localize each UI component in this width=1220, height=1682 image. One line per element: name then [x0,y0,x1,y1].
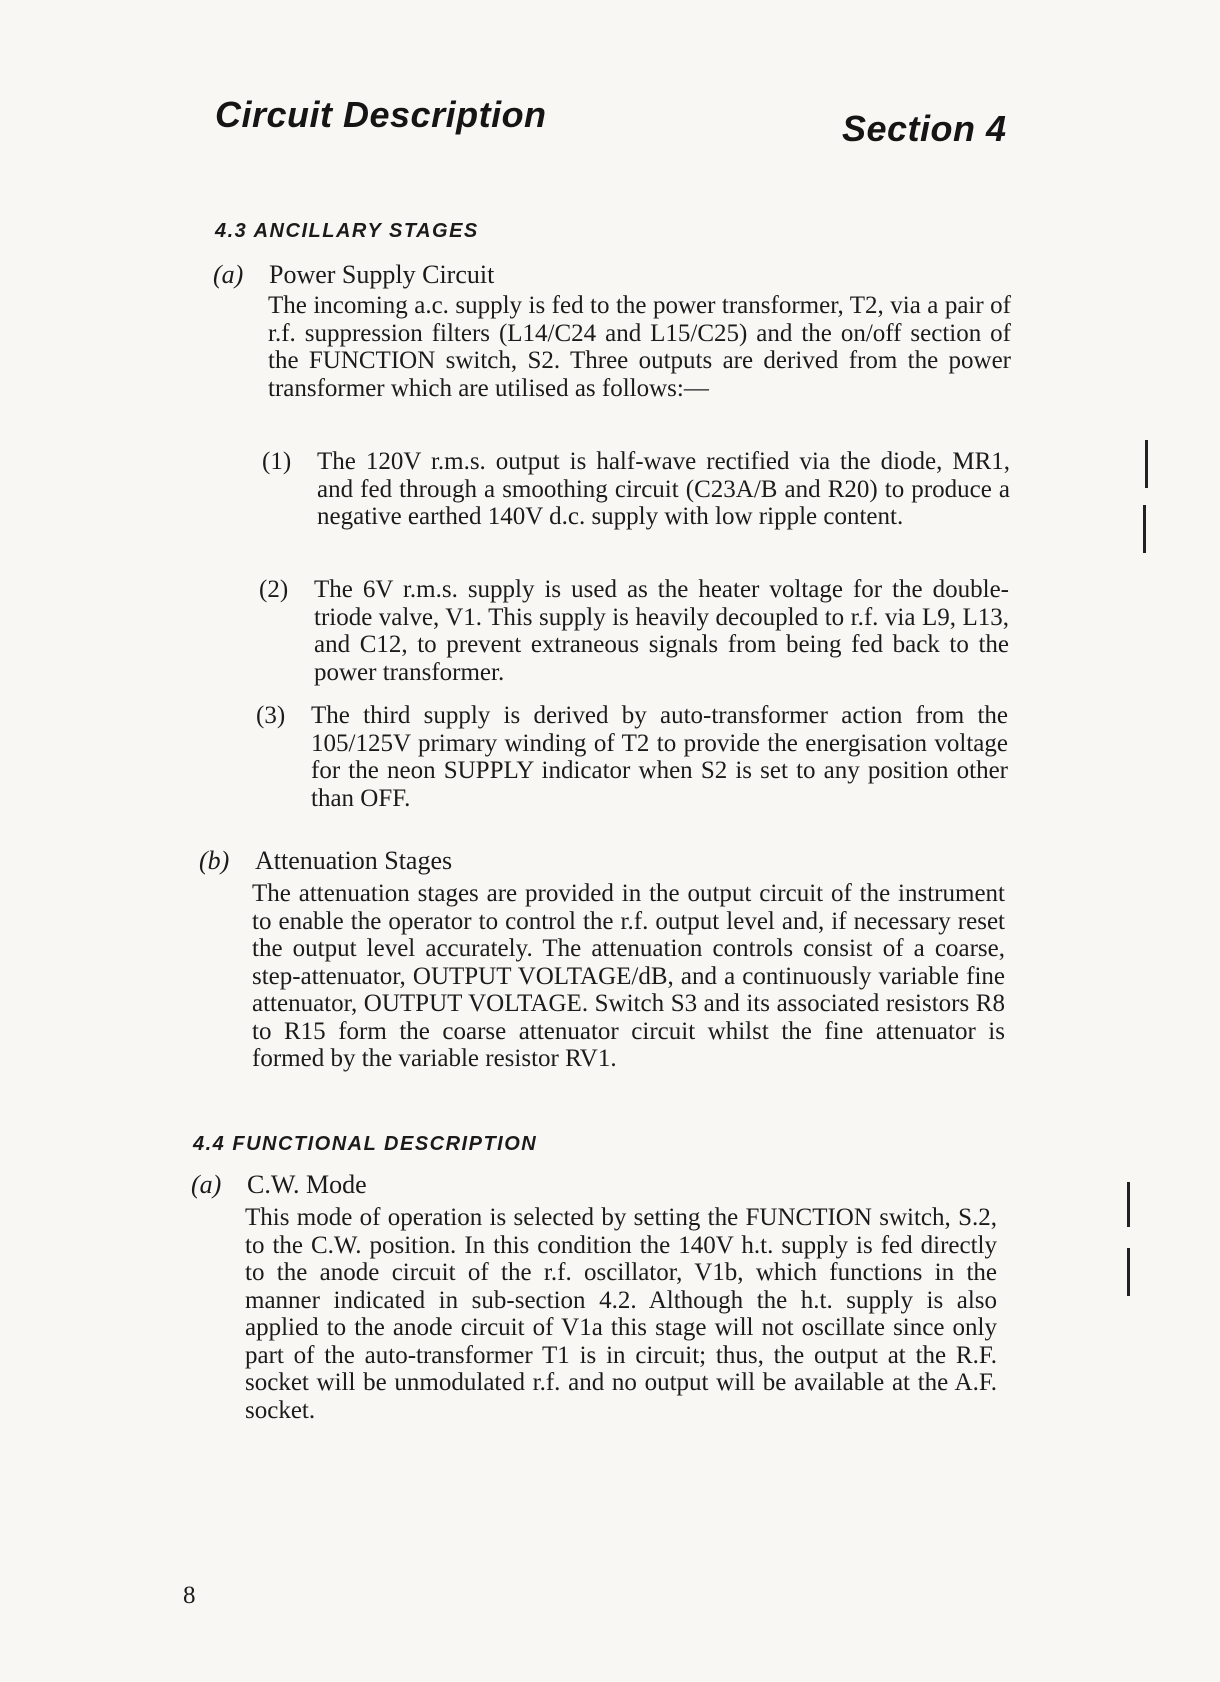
section-heading-4-4: 4.4 FUNCTIONAL DESCRIPTION [193,1133,538,1155]
list-item [259,576,1011,691]
subsection-power-supply [213,260,494,290]
attenuation-paragraph: The attenuation stages are provided in the output circuit of the instrument to enable the operator to control the r.f. output level and, if necessary reset the output level accurately. The attenuation controls consist of a coarse, step-attenuator, OUTPUT VOLTAGE/dB, and a continuously variable fine attenuator, OUTPUT VOLTAGE. Switch S3 and its associated resistors R8 to R15 form the coarse attenuator circuit whilst the fine attenuator is formed by the variable resistor RV1. [252,880,1005,1072]
list-item [256,702,1010,817]
change-bar [1145,440,1148,488]
page-number: 8 [183,1582,196,1609]
subsection-letter: (a) [213,260,244,289]
change-bar [1143,505,1146,553]
list-item-number: (3) [256,702,286,729]
subsection-letter: (b) [199,846,230,875]
subsection-letter: (a) [191,1170,222,1199]
list-item-text: The 120V r.m.s. output is half-wave rectified via the diode, MR1, and fed through a smoothing circuit (C23A/B and R20) to produce a negative earthed 140V d.c. supply with low ripple content. [317,448,1010,530]
subsection-title: C.W. Mode [247,1170,367,1199]
subsection-attenuation [199,846,452,876]
change-bar [1127,1182,1130,1227]
section-heading-4-3: 4.3 ANCILLARY STAGES [215,220,479,242]
list-item-number: (1) [262,448,292,475]
list-item [262,448,1012,563]
list-item-number: (2) [259,576,289,603]
list-item-text: The 6V r.m.s. supply is used as the heater voltage for the double-triode valve, V1. This supply is heavily decoupled to r.f. via L9, L13, and C12, to prevent extraneous signals from being fed back to the power transformer. [314,576,1009,686]
change-bar [1127,1248,1130,1296]
running-header-title: Circuit Description [215,94,547,135]
cw-mode-paragraph: This mode of operation is selected by setting the FUNCTION switch, S.2, to the C.W. position. In this condition the 140V h.t. supply is fed directly to the anode circuit of the r.f. oscillator, V1b, which functions in the manner indicated in sub-section 4.2. Although the h.t. supply is also applied to the anode circuit of V1a this stage will not oscillate since only part of the auto-transformer T1 is in circuit; thus, the output at the R.F. socket will be unmodulated r.f. and no output will be available at the A.F. socket. [245,1204,997,1424]
list-item-text: The third supply is derived by auto-transformer action from the 105/125V primary winding of T2 to provide the energisation voltage for the neon SUPPLY indicator when S2 is set to any position other than OFF. [311,702,1008,812]
subsection-title: Power Supply Circuit [269,260,495,289]
subsection-cw-mode [191,1170,367,1200]
power-supply-paragraph: The incoming a.c. supply is fed to the power transformer, T2, via a pair of r.f. suppression filters (L14/C24 and L15/C25) and the on/off section of the FUNCTION switch, S2. Three outputs are derived from the power transformer which are utilised as follows:— [268,292,1011,402]
subsection-title: Attenuation Stages [255,846,453,875]
running-header-section: Section 4 [842,108,1007,149]
